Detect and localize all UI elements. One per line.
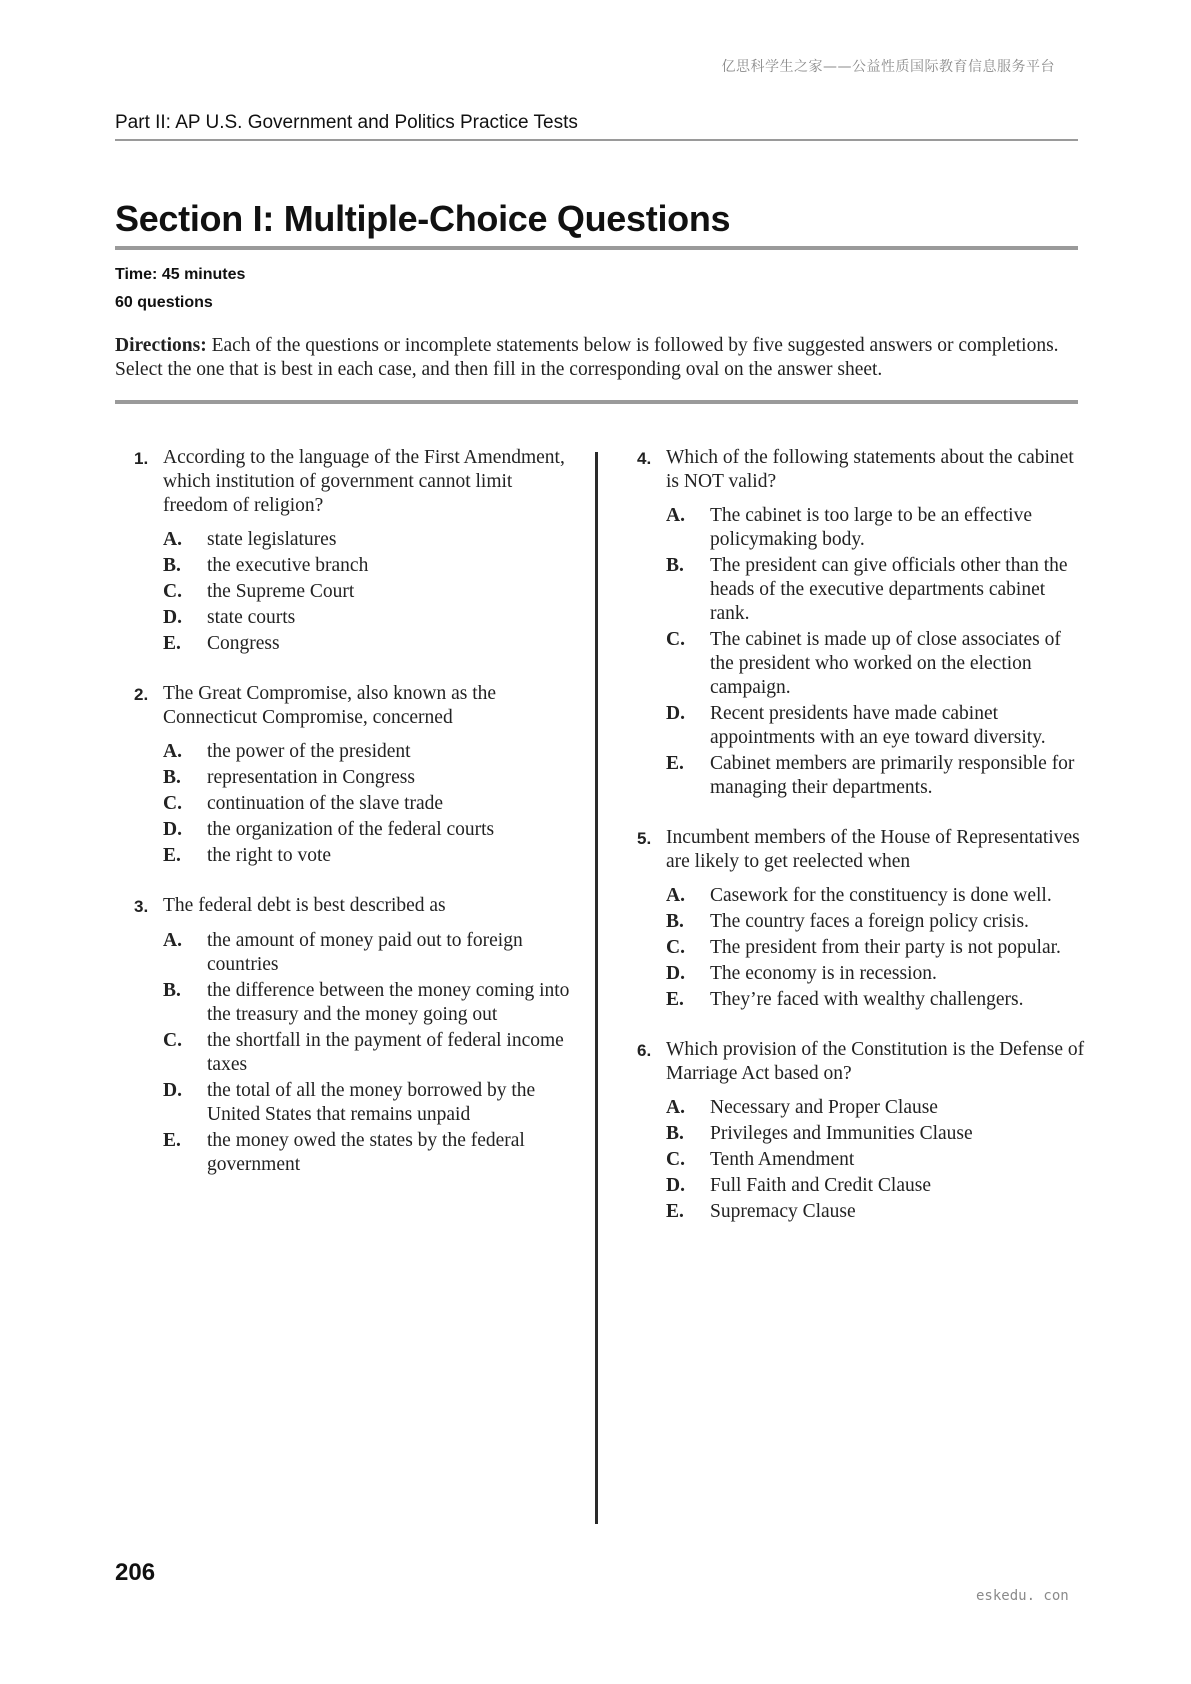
- option-text: The president can give officials other than the heads of the executive departments cabinet rank.: [710, 555, 1068, 624]
- option-text: They’re faced with wealthy challengers.: [710, 989, 1024, 1010]
- option-letter: E.: [666, 989, 684, 1010]
- right-column: [637, 446, 1087, 1250]
- option-letter: B.: [666, 555, 684, 576]
- option-text: the Supreme Court: [207, 581, 355, 602]
- option-letter: C.: [666, 937, 685, 958]
- answer-option: [666, 628, 1087, 700]
- answer-option: [666, 962, 1087, 986]
- watermark-footer: eskedu. con: [976, 1588, 1069, 1604]
- option-text: Casework for the constituency is done well.: [710, 885, 1052, 906]
- option-letter: A.: [666, 505, 685, 526]
- question-5: [637, 826, 1087, 1012]
- directions-text: Each of the questions or incomplete statements below is followed by five suggested answers or completions. Select the one that is best in each case, and then fill in the corresponding oval on the answer sheet.: [115, 335, 1059, 380]
- column-divider: [595, 452, 598, 1524]
- answer-options: [163, 929, 574, 1177]
- question-number: 5.: [637, 829, 652, 848]
- option-letter: C.: [163, 793, 182, 814]
- option-letter: E.: [163, 845, 181, 866]
- option-text: The cabinet is too large to be an effective policymaking body.: [710, 505, 1032, 550]
- answer-option: [666, 752, 1087, 800]
- question-1: [134, 446, 574, 656]
- option-text: Privileges and Immunities Clause: [710, 1123, 973, 1144]
- option-text: state courts: [207, 607, 296, 628]
- option-letter: E.: [163, 633, 181, 654]
- question-6: [637, 1038, 1087, 1224]
- option-letter: A.: [666, 1097, 685, 1118]
- option-letter: D.: [163, 1080, 182, 1101]
- answer-option: [163, 766, 574, 790]
- option-letter: D.: [666, 963, 685, 984]
- time-limit: Time: 45 minutes: [115, 266, 246, 283]
- watermark-header: 亿思科学生之家——公益性质国际教育信息服务平台: [721, 59, 1055, 75]
- option-text: the right to vote: [207, 845, 332, 866]
- answer-option: [163, 1079, 574, 1127]
- option-text: Cabinet members are primarily responsible for managing their departments.: [710, 753, 1075, 798]
- option-letter: A.: [163, 741, 182, 762]
- question-text: The Great Compromise, also known as the Connecticut Compromise, concerned: [163, 683, 497, 728]
- option-letter: C.: [163, 581, 182, 602]
- answer-option: [666, 1122, 1087, 1146]
- running-head: Part II: AP U.S. Government and Politics Practice Tests: [115, 112, 1078, 141]
- answer-option: [163, 792, 574, 816]
- answer-option: [666, 988, 1087, 1012]
- answer-option: [163, 979, 574, 1027]
- option-text: The cabinet is made up of close associates of the president who worked on the election campaign.: [710, 629, 1061, 698]
- option-letter: D.: [666, 703, 685, 724]
- question-text: According to the language of the First Amendment, which institution of government cannot limit freedom of religion?: [163, 447, 565, 516]
- question-3: [134, 894, 574, 1177]
- option-text: continuation of the slave trade: [207, 793, 444, 814]
- option-letter: A.: [666, 885, 685, 906]
- answer-option: [666, 884, 1087, 908]
- answer-option: [666, 1148, 1087, 1172]
- question-2: [134, 682, 574, 868]
- option-text: Tenth Amendment: [710, 1149, 855, 1170]
- answer-options: [666, 884, 1087, 1012]
- answer-option: [666, 1200, 1087, 1224]
- answer-option: [666, 1096, 1087, 1120]
- option-letter: D.: [163, 819, 182, 840]
- option-text: the shortfall in the payment of federal income taxes: [207, 1030, 564, 1075]
- option-text: the power of the president: [207, 741, 411, 762]
- answer-option: [163, 929, 574, 977]
- answer-option: [163, 554, 574, 578]
- option-text: The country faces a foreign policy crisis.: [710, 911, 1029, 932]
- answer-options: [666, 504, 1087, 800]
- option-text: the difference between the money coming into the treasury and the money going out: [207, 980, 570, 1025]
- answer-option: [666, 702, 1087, 750]
- question-number: 6.: [637, 1041, 652, 1060]
- question-count: 60 questions: [115, 294, 213, 311]
- section-title: Section I: Multiple-Choice Questions: [115, 198, 1078, 250]
- option-text: the money owed the states by the federal government: [207, 1130, 525, 1175]
- answer-option: [163, 528, 574, 552]
- answer-option: [163, 740, 574, 764]
- answer-option: [666, 554, 1087, 626]
- answer-options: [163, 528, 574, 656]
- option-text: the amount of money paid out to foreign countries: [207, 930, 523, 975]
- option-text: state legislatures: [207, 529, 337, 550]
- left-column: [134, 446, 574, 1203]
- answer-option: [163, 844, 574, 868]
- question-number: 3.: [134, 897, 149, 916]
- option-text: The economy is in recession.: [710, 963, 937, 984]
- question-text: Which provision of the Constitution is the Defense of Marriage Act based on?: [666, 1039, 1085, 1084]
- option-letter: A.: [163, 529, 182, 550]
- option-letter: D.: [163, 607, 182, 628]
- option-letter: D.: [666, 1175, 685, 1196]
- answer-option: [666, 504, 1087, 552]
- option-text: the executive branch: [207, 555, 369, 576]
- option-letter: B.: [666, 1123, 684, 1144]
- option-letter: B.: [666, 911, 684, 932]
- option-text: Recent presidents have made cabinet appointments with an eye toward diversity.: [710, 703, 1046, 748]
- option-text: representation in Congress: [207, 767, 415, 788]
- answer-options: [163, 740, 574, 868]
- question-number: 2.: [134, 685, 149, 704]
- option-letter: E.: [666, 753, 684, 774]
- answer-option: [666, 1174, 1087, 1198]
- answer-option: [163, 606, 574, 630]
- answer-option: [163, 580, 574, 604]
- option-letter: C.: [666, 629, 685, 650]
- option-text: Congress: [207, 633, 280, 654]
- answer-option: [163, 1129, 574, 1177]
- option-text: Full Faith and Credit Clause: [710, 1175, 931, 1196]
- question-number: 4.: [637, 449, 652, 468]
- question-number: 1.: [134, 449, 149, 468]
- option-letter: E.: [163, 1130, 181, 1151]
- option-letter: B.: [163, 555, 181, 576]
- question-4: [637, 446, 1087, 800]
- answer-option: [163, 818, 574, 842]
- option-letter: E.: [666, 1201, 684, 1222]
- directions-label: Directions:: [115, 335, 207, 356]
- directions: [115, 334, 1078, 404]
- option-letter: B.: [163, 980, 181, 1001]
- option-text: The president from their party is not popular.: [710, 937, 1061, 958]
- question-text: The federal debt is best described as: [163, 895, 446, 916]
- option-letter: C.: [666, 1149, 685, 1170]
- option-text: Necessary and Proper Clause: [710, 1097, 938, 1118]
- option-letter: B.: [163, 767, 181, 788]
- question-text: Incumbent members of the House of Representatives are likely to get reelected when: [666, 827, 1080, 872]
- answer-option: [666, 910, 1087, 934]
- page-number: 206: [115, 1559, 156, 1586]
- question-text: Which of the following statements about the cabinet is NOT valid?: [666, 447, 1074, 492]
- answer-option: [163, 1029, 574, 1077]
- option-letter: A.: [163, 930, 182, 951]
- answer-option: [666, 936, 1087, 960]
- answer-option: [163, 632, 574, 656]
- option-text: the organization of the federal courts: [207, 819, 495, 840]
- option-text: the total of all the money borrowed by the United States that remains unpaid: [207, 1080, 536, 1125]
- answer-options: [666, 1096, 1087, 1224]
- option-text: Supremacy Clause: [710, 1201, 856, 1222]
- option-letter: C.: [163, 1030, 182, 1051]
